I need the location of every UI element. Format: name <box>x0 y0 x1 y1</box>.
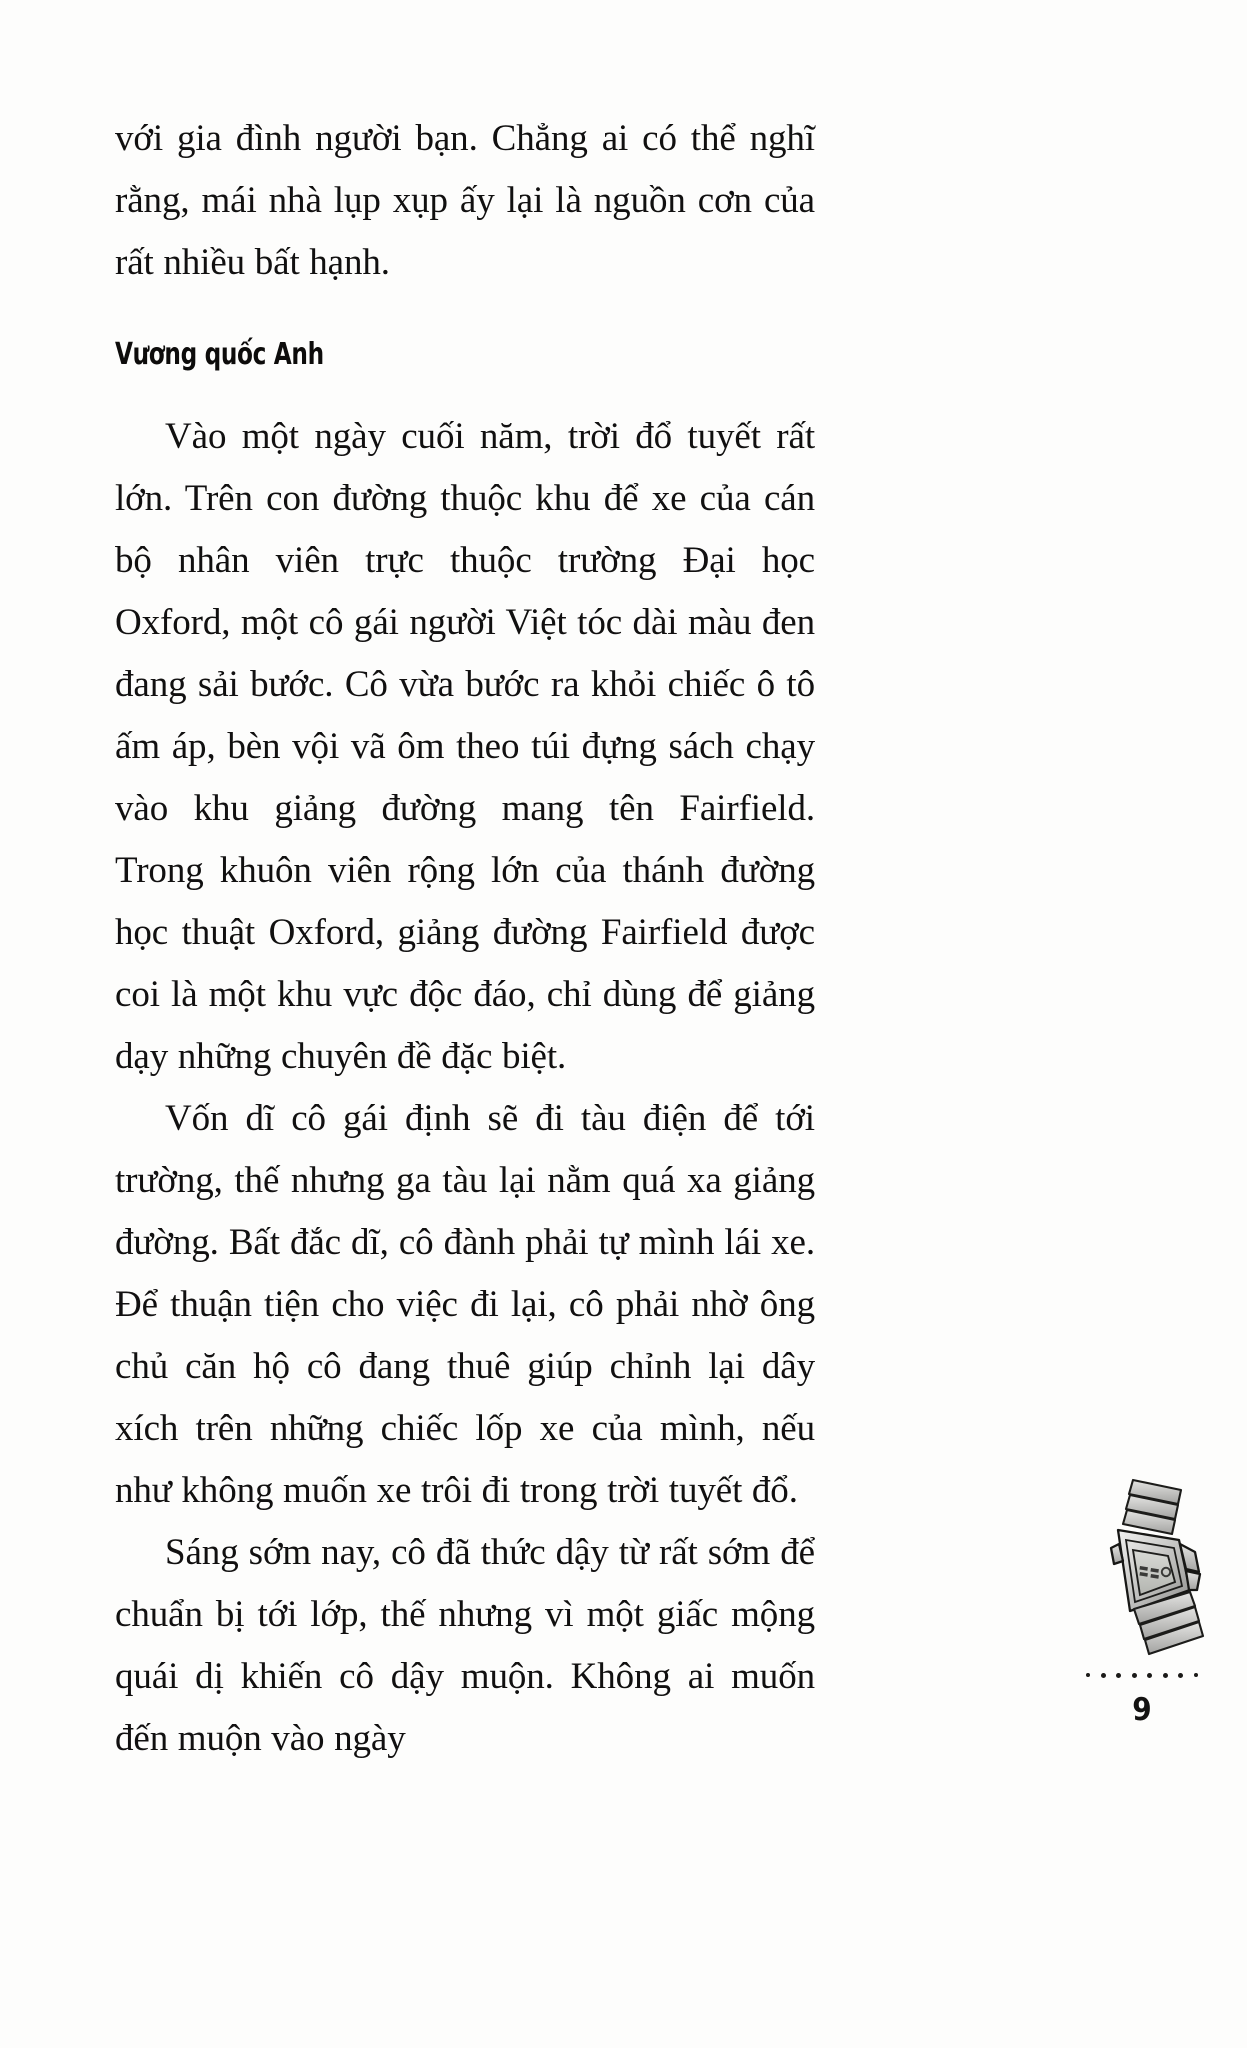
rule-dot <box>1178 1673 1183 1678</box>
paragraph: Vào một ngày cuối năm, trời đổ tuyết rất lớn. Trên con đường thuộc khu để xe của cán bộ nhân viên trực thuộc trường Đại học Oxford, một cô gái người Việt tóc dài màu đen đang sải bước. Cô vừa bước ra khỏi chiếc ô tô ấm áp, bèn vội vã ôm theo túi đựng sách chạy vào khu giảng đường mang tên Fairfield. Trong khuôn viên rộng lớn của thánh đường học thuật Oxford, giảng đường Fairfield được coi là một khu vực độc đáo, chỉ dùng để giảng dạy những chuyên đề đặc biệt. <box>115 416 815 1077</box>
corner-decoration <box>1078 1478 1228 1778</box>
rule-dot <box>1132 1673 1137 1678</box>
paragraph: Vốn dĩ cô gái định sẽ đi tàu điện để tới trường, thế nhưng ga tàu lại nằm quá xa giảng đường. Bất đắc dĩ, cô đành phải tự mình lái xe. Để thuận tiện cho việc đi lại, cô phải nhờ ông chủ căn hộ cô đang thuê giúp chỉnh lại dây xích trên những chiếc lốp xe của mình, nếu như không muốn xe trôi đi trong trời tuyết đổ. <box>115 1098 815 1511</box>
spacer <box>115 294 815 338</box>
paragraph: Sáng sớm nay, cô đã thức dậy từ rất sớm để chuẩn bị tới lớp, thế nhưng vì một giấc mộng quái dị khiến cô dậy muộn. Không ai muốn đến muộn vào ngày <box>115 1532 815 1759</box>
rule-dot <box>1194 1673 1198 1677</box>
dot-rule <box>1086 1670 1198 1680</box>
digital-wristwatch-illustration <box>1078 1478 1218 1658</box>
rule-dot <box>1116 1673 1121 1678</box>
section-heading: Vương quốc Anh <box>115 337 324 372</box>
rule-dot <box>1086 1673 1090 1677</box>
page-number: 9 <box>1132 1692 1152 1728</box>
text-column <box>115 108 815 1770</box>
rule-dot <box>1101 1673 1106 1678</box>
rule-dot <box>1147 1673 1152 1678</box>
continued-paragraph: với gia đình người bạn. Chẳng ai có thể nghĩ rằng, mái nhà lụp xụp ấy lại là nguồn cơn của rất nhiều bất hạnh. <box>115 118 815 283</box>
spacer <box>115 372 815 406</box>
rule-dot <box>1163 1673 1168 1678</box>
